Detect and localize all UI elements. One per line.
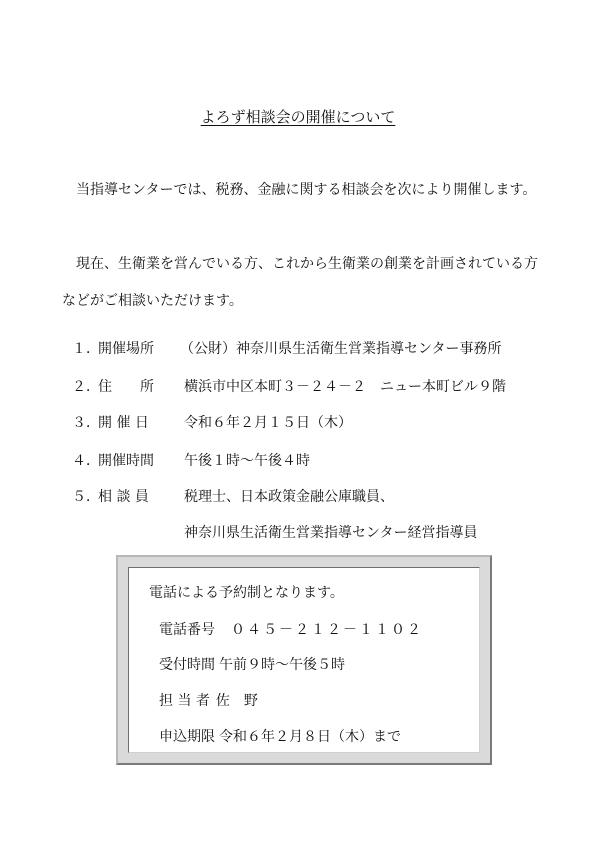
phone-number-label: 電話番号	[159, 622, 215, 638]
application-deadline-value: 令和６年２月８日（木）まで	[219, 729, 401, 745]
item-number: ５．	[72, 489, 100, 505]
item-number: ３．	[72, 415, 100, 431]
reception-hours-label: 受付時間	[159, 657, 215, 673]
item-label: 開催時間	[98, 453, 154, 469]
item-label: 相 談 員	[98, 489, 149, 505]
reception-hours-line	[159, 656, 345, 674]
application-deadline-line	[159, 728, 401, 746]
phone-number-value: ０４５－２１２－１１０２	[231, 622, 423, 638]
item-number: ２．	[72, 379, 100, 395]
item-number: ４．	[72, 453, 100, 469]
eligibility-paragraph: 現在、生衛業を営んでいる方、これから生衛業の創業を計画されている方などがご相談いただけます。	[62, 256, 538, 309]
reception-hours-value: 午前９時～午後５時	[219, 657, 345, 673]
contact-person-line	[159, 692, 258, 710]
intro-paragraph: 当指導センターでは、税務、金融に関する相談会を次により開催します。	[76, 182, 537, 198]
reservation-info-box	[116, 555, 492, 765]
application-deadline-label: 申込期限	[159, 729, 215, 745]
item-value: 税理士、日本政策金融公庫職員、	[184, 489, 394, 505]
document-title-text: よろず相談会の開催について	[200, 108, 396, 126]
reservation-info-panel	[128, 567, 480, 753]
item-label: 開催場所	[98, 341, 154, 357]
document-title	[0, 108, 596, 126]
item-value: 午後１時～午後４時	[184, 453, 310, 469]
item-label: 住 所	[98, 379, 154, 395]
item-value: 令和６年２月１５日（木）	[184, 415, 352, 431]
detail-item-consultants-continued: 神奈川県生活衛生営業指導センター経営指導員	[184, 525, 478, 541]
item-value: 横浜市中区本町３－２４－２ ニュー本町ビル９階	[184, 379, 506, 395]
phone-number-line	[159, 621, 423, 639]
item-label: 開 催 日	[98, 415, 149, 431]
contact-person-value: 佐 野	[215, 693, 258, 709]
reservation-heading: 電話による予約制となります。	[149, 585, 344, 601]
contact-person-label: 担 当 者	[159, 693, 210, 709]
item-value: （公財）神奈川県生活衛生営業指導センター事務所	[180, 341, 502, 357]
item-number: １．	[72, 341, 100, 357]
